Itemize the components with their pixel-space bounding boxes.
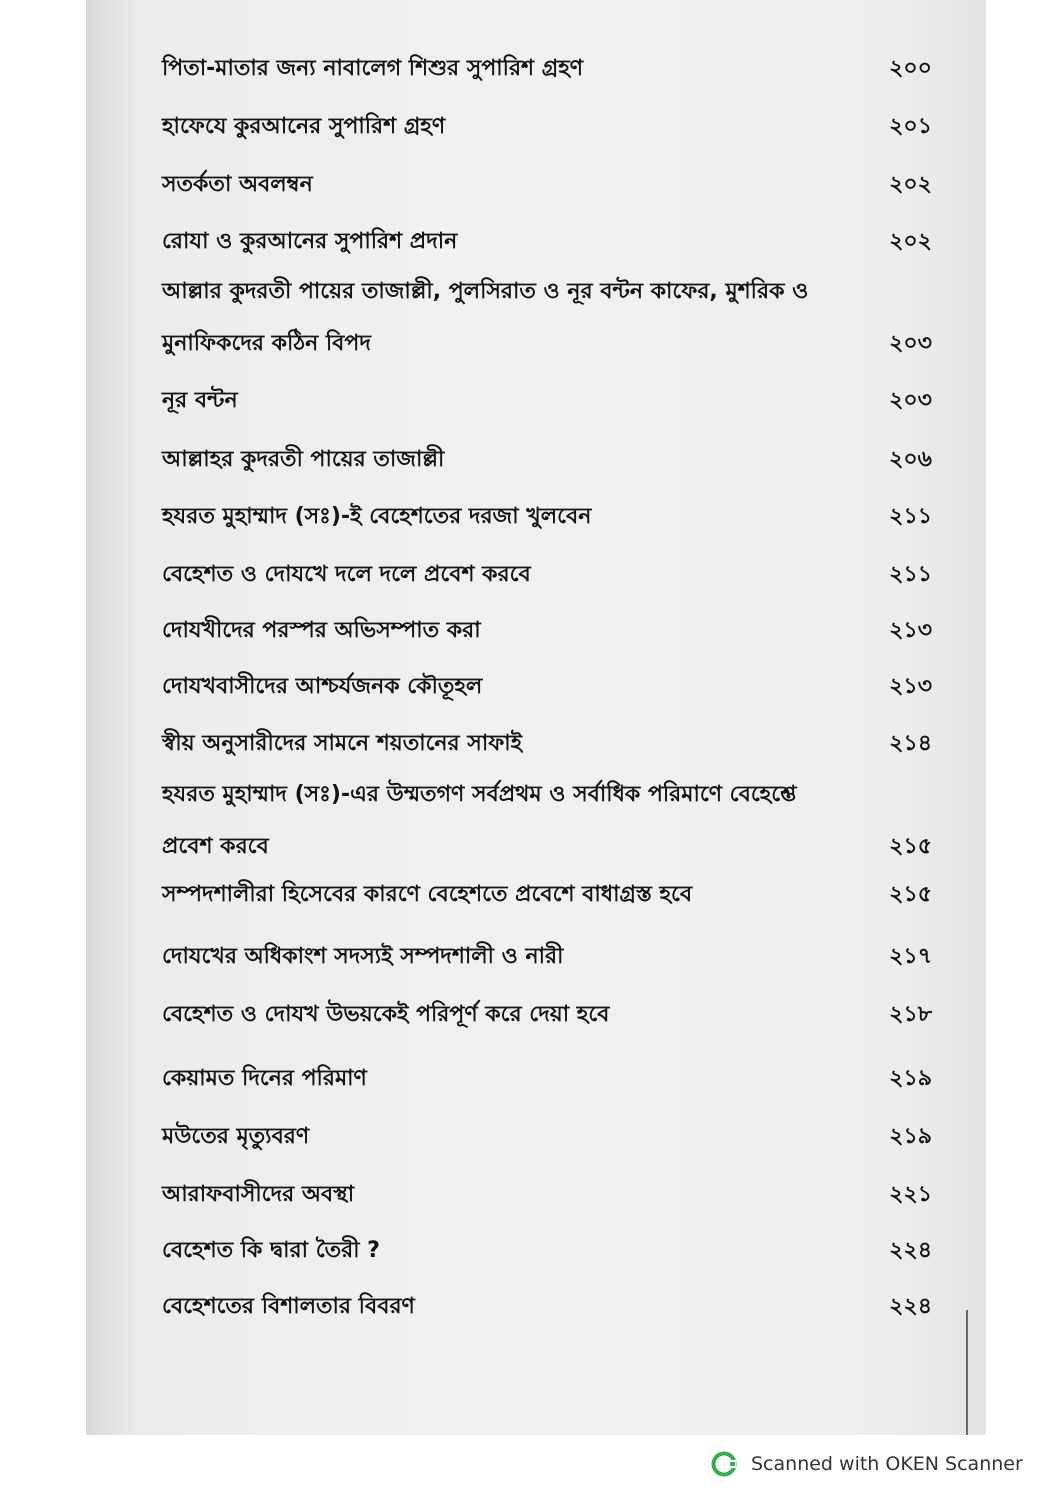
toc-entry-page: ২০০ (889, 56, 932, 81)
toc-entry-title: বেহেশত ও দোযখ উভয়কেই পরিপূর্ণ করে দেয়া হবে (162, 1002, 610, 1027)
toc-entry-page: ২১১ (889, 504, 932, 529)
page-edge-line (966, 1310, 968, 1435)
toc-entry-title: আরাফবাসীদের অবস্থা (162, 1182, 355, 1207)
toc-entry-page: ২০১ (889, 114, 932, 139)
toc-entry-title: হযরত মুহাম্মাদ (সঃ)-এর উম্মতগণ সর্বপ্রথম ও সর্বাধিক পরিমাণে বেহেশ্তে (162, 782, 797, 807)
toc-entry-title: হাফেযে কুরআনের সুপারিশ গ্রহণ (162, 114, 446, 139)
toc-entry-title: আল্লার কুদরতী পায়ের তাজাল্লী, পুলসিরাত ও নূর বন্টন কাফের, মুশরিক ও (162, 279, 809, 304)
toc-entry-page: ২২৪ (889, 1238, 932, 1263)
toc-entry-title: দোযখীদের পরস্পর অভিসম্পাত করা (162, 618, 481, 643)
toc-entry-page: ২১৫ (889, 834, 932, 859)
toc-entry-page: ২১৫ (889, 882, 932, 907)
scanner-watermark-text: Scanned with OKEN Scanner (751, 1453, 1023, 1475)
toc-entry-title: দোযখবাসীদের আশ্চর্যজনক কৌতূহল (162, 674, 483, 699)
toc-entry-title-continuation: প্রবেশ করবে (162, 834, 269, 859)
toc-entry-title: পিতা-মাতার জন্য নাবালেগ শিশুর সুপারিশ গ্রহণ (162, 56, 584, 81)
toc-entry-page: ২২৪ (889, 1294, 932, 1319)
toc-entry-title-continuation: মুনাফিকদের কঠিন বিপদ (162, 331, 371, 356)
scanner-watermark (711, 1447, 1041, 1481)
toc-entry-page: ২১৯ (889, 1124, 932, 1149)
toc-entry-page: ২১৯ (889, 1066, 932, 1091)
toc-entry-page: ২১১ (889, 562, 932, 587)
toc-entry-title: দোযখের অধিকাংশ সদস্যই সম্পদশালী ও নারী (162, 944, 564, 969)
toc-entry-title: রোযা ও কুরআনের সুপারিশ প্রদান (162, 229, 458, 254)
oken-scanner-logo-icon (711, 1451, 737, 1477)
toc-entry-page: ২১৮ (889, 1002, 932, 1027)
toc-entry-page: ২০৬ (889, 447, 932, 472)
toc-entry-page: ২০২ (889, 172, 932, 197)
toc-entry-page: ২১৩ (889, 674, 932, 699)
toc-entry-page: ২২১ (889, 1182, 932, 1207)
toc-entry-title: হযরত মুহাম্মাদ (সঃ)-ই বেহেশতের দরজা খুলবেন (162, 504, 592, 529)
toc-entry-title: বেহেশত ও দোযখে দলে দলে প্রবেশ করবে (162, 562, 531, 587)
toc-entry-title: বেহেশত কি দ্বারা তৈরী ? (162, 1238, 380, 1263)
table-of-contents (162, 0, 932, 1330)
toc-entry-title: মউতের মৃত্যুবরণ (162, 1124, 310, 1149)
toc-entry-title: আল্লাহর কুদরতী পায়ের তাজাল্লী (162, 447, 445, 472)
toc-entry-page: ২১৭ (889, 944, 932, 969)
toc-entry-title: সম্পদশালীরা হিসেবের কারণে বেহেশতে প্রবেশে বাধাগ্রস্ত হবে (162, 882, 693, 907)
toc-entry-title: নূর বন্টন (162, 388, 238, 413)
toc-entry-page: ২১৪ (889, 731, 932, 756)
toc-entry-title: বেহেশতের বিশালতার বিবরণ (162, 1294, 415, 1319)
toc-entry-title: কেয়ামত দিনের পরিমাণ (162, 1066, 367, 1091)
toc-entry-page: ২০৩ (889, 388, 932, 413)
toc-entry-title: সতর্কতা অবলম্বন (162, 172, 313, 197)
toc-entry-page: ২০৩ (889, 331, 932, 356)
toc-entry-title: স্বীয় অনুসারীদের সামনে শয়তানের সাফাই (162, 731, 523, 756)
toc-entry-page: ২০২ (889, 229, 932, 254)
toc-entry-page: ২১৩ (889, 618, 932, 643)
